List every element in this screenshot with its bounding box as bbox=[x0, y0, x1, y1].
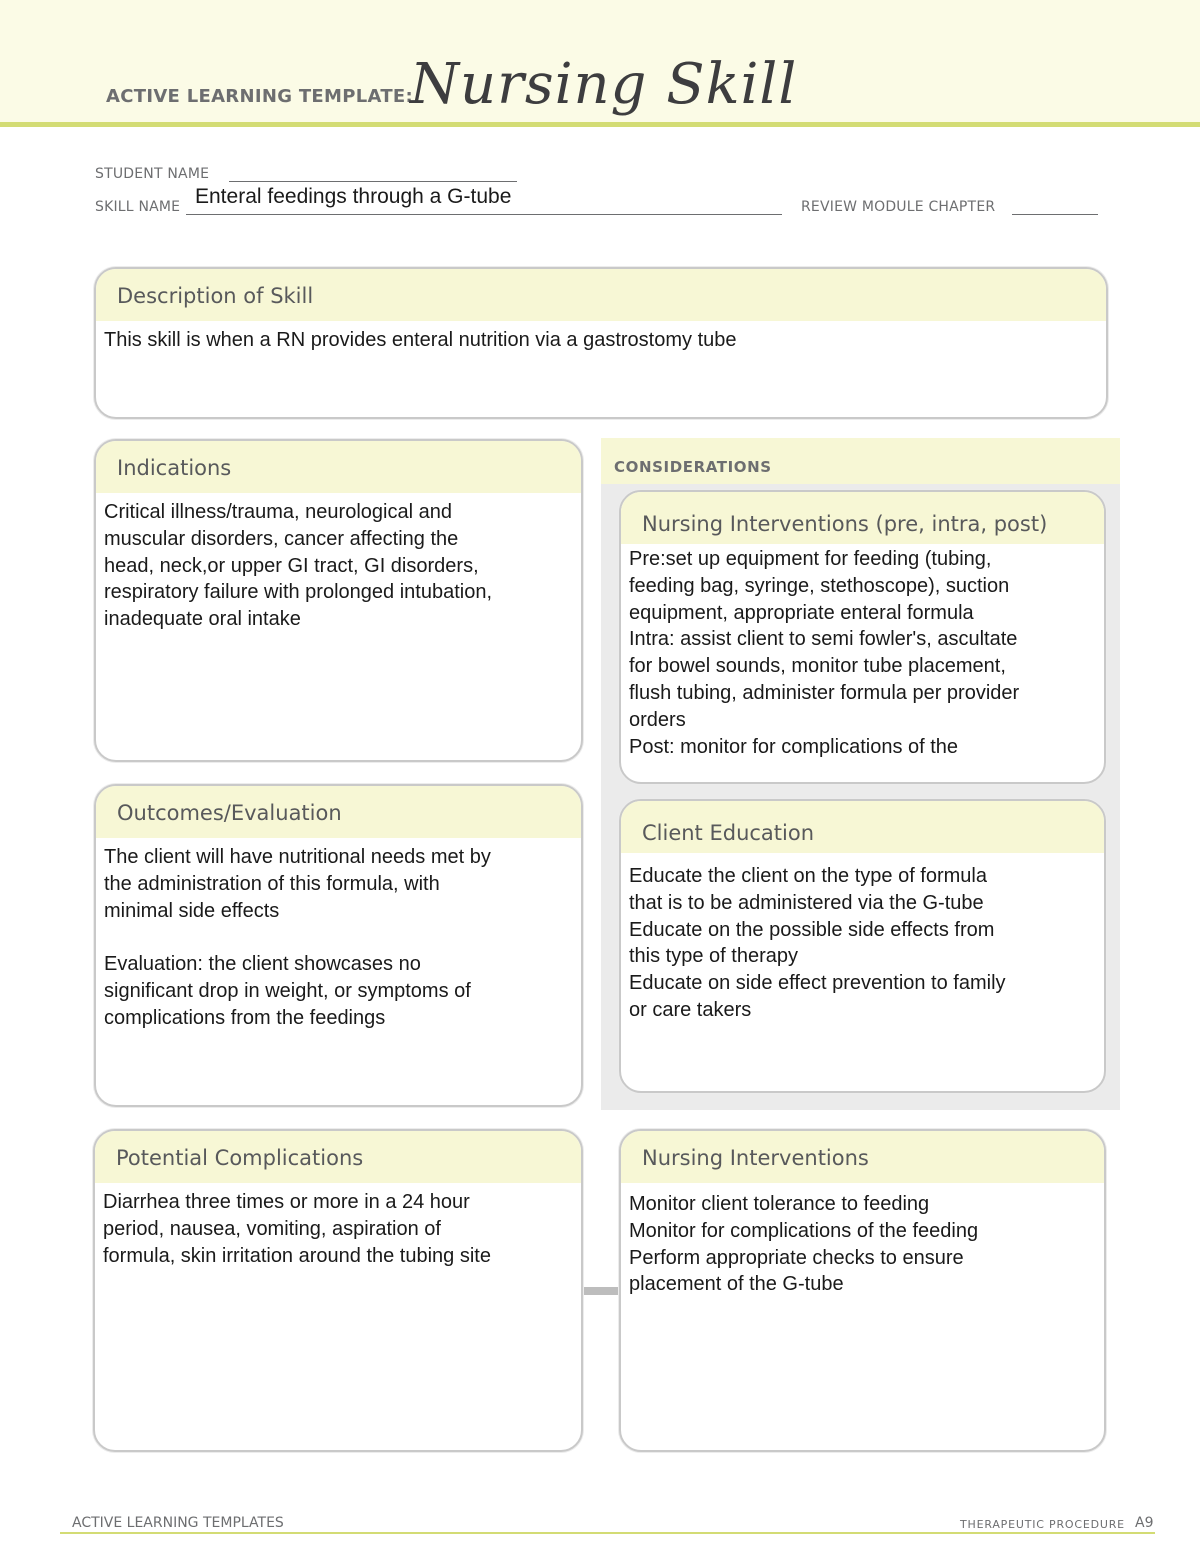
client-education-body[interactable]: Educate the client on the type of formula that is to be administered via the G-tube Educate on the possible side effects from this type of therapy Educate on side effect prevention to family or care takers bbox=[629, 865, 1006, 1021]
description-title: Description of Skill bbox=[96, 269, 1106, 321]
skill-name-label: SKILL NAME bbox=[95, 199, 181, 215]
header-rule bbox=[0, 122, 1200, 127]
description-card bbox=[94, 267, 1108, 419]
complications-card bbox=[93, 1129, 583, 1452]
client-education-card bbox=[619, 799, 1106, 1093]
student-name-label: STUDENT NAME bbox=[95, 166, 210, 182]
complications-body[interactable]: Diarrhea three times or more in a 24 hour period, nausea, vomiting, aspiration of formula, skin irritation around the tubing site bbox=[103, 1191, 491, 1267]
review-module-label: REVIEW MODULE CHAPTER bbox=[801, 199, 996, 215]
indications-body[interactable]: Critical illness/trauma, neurological and muscular disorders, cancer affecting the head, neck,or upper GI tract, GI disorders, respiratory failure with prolonged intubation, inadequate oral intake bbox=[104, 501, 492, 631]
footer-page-number: A9 bbox=[1135, 1515, 1154, 1531]
nursing-interventions-card bbox=[619, 1129, 1106, 1452]
outcomes-title: Outcomes/Evaluation bbox=[96, 786, 581, 838]
footer-right-label: THERAPEUTIC PROCEDURE bbox=[960, 1518, 1125, 1531]
card-connector bbox=[583, 1287, 621, 1295]
skill-name-line bbox=[186, 214, 782, 215]
template-label: ACTIVE LEARNING TEMPLATE: bbox=[106, 86, 413, 107]
outcomes-card bbox=[94, 784, 583, 1107]
template-title: Nursing Skill bbox=[410, 52, 798, 117]
indications-title: Indications bbox=[96, 441, 581, 493]
review-module-line bbox=[1012, 214, 1098, 215]
footer-left-label: ACTIVE LEARNING TEMPLATES bbox=[72, 1515, 284, 1531]
nursing-interventions-pip-card bbox=[619, 490, 1106, 784]
client-education-title: Client Education bbox=[621, 801, 1104, 853]
outcomes-body[interactable]: The client will have nutritional needs met by the administration of this formula, with minimal side effects Evaluation: the client showcases no significant drop in weight, or symptoms of complications from the feedings bbox=[104, 846, 491, 1029]
footer-rule bbox=[60, 1532, 1155, 1534]
nursing-interventions-pip-body[interactable]: Pre:set up equipment for feeding (tubing, feeding bag, syringe, stethoscope), suction equipment, appropriate enteral formula Intra: assist client to semi fowler's, ascultate for bowel sounds, monitor tube placement, flush tubing, administer formula per provider orders Post: monitor for complications of the bbox=[629, 548, 1020, 758]
nursing-interventions-pip-title: Nursing Interventions (pre, intra, post) bbox=[621, 492, 1104, 544]
description-body[interactable]: This skill is when a RN provides enteral nutrition via a gastrostomy tube bbox=[104, 329, 737, 351]
considerations-label: CONSIDERATIONS bbox=[614, 458, 772, 476]
indications-card bbox=[94, 439, 583, 762]
complications-title: Potential Complications bbox=[95, 1131, 581, 1183]
skill-name-field[interactable]: Enteral feedings through a G-tube bbox=[195, 185, 512, 208]
student-name-line bbox=[229, 181, 517, 182]
nursing-interventions-body[interactable]: Monitor client tolerance to feeding Monitor for complications of the feeding Perform appropriate checks to ensure placement of the G-tube bbox=[629, 1193, 979, 1296]
nursing-interventions-title: Nursing Interventions bbox=[621, 1131, 1104, 1183]
